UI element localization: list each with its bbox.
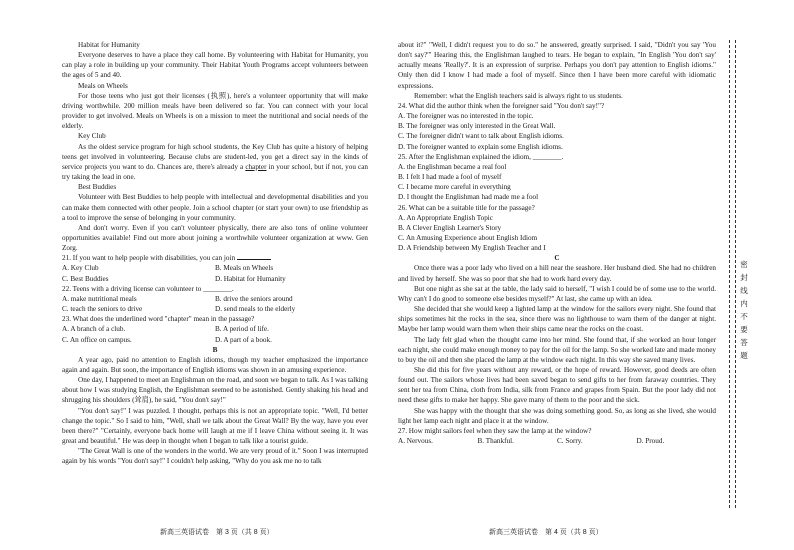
q21-option-b[interactable]: B. Meals on Wheels — [215, 264, 274, 273]
q22-option-d[interactable]: D. send meals to the elderly — [215, 305, 296, 314]
right-column — [398, 40, 716, 446]
passage-c-paragraph-2: But one night as she sat at the table, the lady said to herself, "I wish I could be of some use to the world. Why can't I do good to someone else besides myself?" At last, she came up with an idea. — [398, 284, 716, 303]
q24-option-c[interactable]: C. The foreigner didn't want to talk about English idioms. — [398, 132, 564, 141]
q24-option-b[interactable]: B. The foreigner was only interested in the Great Wall. — [398, 122, 556, 131]
binding-warning-text: 密 封 线 内 不 要 答 题 — [740, 260, 748, 360]
q21-option-d[interactable]: D. Habitat for Humanity — [215, 274, 286, 283]
q23-option-b[interactable]: B. A period of life. — [215, 325, 269, 334]
passage-b-paragraph-1: A year ago, paid no attention to English idioms, though my teacher emphasized the importance again and again. But soon, the importance of English idioms was shown in an amusing experience. — [62, 355, 368, 374]
passage-a-paragraph-5: And don't worry. Even if you can't volunteer physically, there are also tons of online volunteer opportunities available! Find out more about joining a worthwhile volunteer organization at www. Gen Zorg. — [62, 223, 368, 253]
q25-option-d[interactable]: D. I thought the Englishman had made me a fool — [398, 193, 539, 202]
question-23: 23. What does the underlined word "chapter" mean in the passage? — [62, 315, 255, 324]
q23-option-a[interactable]: A. A branch of a club. — [62, 325, 126, 334]
question-25: 25. After the Englishman explained the idiom, ________. — [398, 152, 564, 161]
q24-option-d[interactable]: D. The foreigner wanted to explain some English idioms. — [398, 142, 563, 151]
q27-option-c[interactable]: C. Sorry. — [557, 437, 583, 446]
passage-c-paragraph-4: The lady felt glad when the thought came into her mind. She found that, if she worked an hour longer each night, she could make enough money to pay for the oil for the lamp. So she worked late and made money to buy the oil and then she placed the lamp at the window each night. In this way she saved many lives. — [398, 335, 716, 364]
q26-option-b[interactable]: B. A Clever English Learner's Story — [398, 223, 502, 232]
passage-b-paragraph-5: about it?" "Well, I didn't request you to do so." he answered, greatly surprised. I said, "Didn't you say 'You don't say?'" Hearing this, the Englishman laughed to tears. He began to explain, "In English 'You don't say' actually means 'Really?'. It is an expression of surprise. Perhaps you don't pay attention to English idioms." Only then did I know I had made a fool of myself. Since then I have been more careful with idiomatic expressions. — [398, 41, 716, 90]
q27-option-d[interactable]: D. Proud. — [636, 437, 665, 446]
q22-option-a[interactable]: A. make nutritional meals — [62, 294, 137, 303]
section-b-heading: B — [212, 345, 218, 354]
underlined-word-chapter: chapter — [245, 162, 267, 171]
q26-option-a[interactable]: A. An Appropriate English Topic — [398, 213, 493, 222]
q25-option-b[interactable]: B. I felt I had made a fool of myself — [398, 173, 502, 182]
passage-c-paragraph-5: She did this for five years without any reward, or the hope of reward. However, good deeds are often found out. The sailors whose lives had been saved began to send gifts to her from faraway countries. They sent her tea from China, cloth from India, silk from France and grapes from Spain. But the poor lady did not need these gifts to make her happy. She gave many of them to the poor and the sick. — [398, 366, 716, 405]
q21-option-a[interactable]: A. Key Club — [62, 264, 99, 273]
q27-option-b[interactable]: B. Thankful. — [477, 437, 514, 446]
q22-option-b[interactable]: B. drive the seniors around — [215, 294, 293, 303]
passage-a-paragraph-4: Volunteer with Best Buddies to help people with intellectual and developmental disabilities and you can make them connected with other people. Join a school chapter (or start your own) to use friendship as a tool to improve the sense of belonging in your community. — [62, 193, 368, 222]
passage-c-paragraph-3: She decided that she would keep a lighted lamp at the window for the sailors every night. She found that ships sometimes hit the rocks in the sea, since there was no lighthouse to warn them of the danger at night. Maybe her lamp would warn them when their ships came near the rocks on the coast. — [398, 305, 716, 334]
binding-margin — [727, 40, 751, 508]
question-22: 22. Teens with a driving license can volunteer to ________. — [62, 284, 234, 293]
binding-dashed-line — [729, 40, 730, 508]
passage-b-paragraph-3: "You don't say!" I was puzzled. I thought, perhaps this is not an appropriate topic. "Well, I'd better change the topic." So I said to him, "Well, shall we talk about the Great Wall? By the way, have you ever been there?" "Certainly, everyone back home will laugh at me if I leave China without seeing it. It was great and beautiful." He was deep in thought when I began to talk like a tourist guide. — [62, 406, 368, 446]
q23-option-c[interactable]: C. An office on campus. — [62, 335, 132, 344]
q25-option-c[interactable]: C. I became more careful in everything — [398, 183, 511, 192]
passage-c-paragraph-1: Once there was a poor lady who lived on a hill near the seashore. Her husband died. She had no children and lived by herself. She was so poor that she had to work hard every day. — [398, 264, 716, 283]
passage-a-title-1: Habitat for Humanity — [78, 41, 140, 49]
question-27: 27. How might sailors feel when they saw the lamp at the window? — [398, 426, 592, 435]
q22-option-c[interactable]: C. teach the seniors to drive — [62, 305, 143, 314]
passage-b-paragraph-2: One day, I happened to meet an Englishman on the road, and soon we began to talk. As I was talking about how I was studying English, the Englishman seemed to be astonished. Gently shaking his head and shrugging his shoulders (耸肩), he said, "You don't say!" — [62, 376, 368, 405]
question-26: 26. What can be a suitable title for the passage? — [398, 203, 535, 212]
question-23-options — [62, 324, 368, 344]
passage-a-paragraph-3: As the oldest service program for high school students, the Key Club has quite a history of helping teens get involved in volunteering. Because clubs are student-led, you get a direct say in the kinds of service projects you want to do. Chances are, there's already a chapter in your school, but if not, you can try taking the lead in one. — [62, 142, 369, 182]
passage-c-paragraph-6: She was happy with the thought that she was doing something good. So, as long as she lived, she would light her lamp each night and place it at the window. — [398, 406, 716, 425]
q21-option-c[interactable]: C. Best Buddies — [62, 274, 109, 283]
q23-option-d[interactable]: D. A part of a book. — [215, 335, 272, 344]
page-footer-4: 新高三英语试卷 第 4 页（共 8 页） — [489, 529, 603, 536]
passage-a-title-4: Best Buddies — [78, 183, 117, 192]
page-footer-3: 新高三英语试卷 第 3 页（共 8 页） — [160, 529, 274, 536]
q27-option-a[interactable]: A. Nervous. — [398, 437, 433, 446]
question-21-options — [62, 263, 368, 283]
section-c-heading: C — [554, 254, 560, 263]
left-column — [62, 40, 368, 467]
question-24: 24. What did the author think when the foreigner said "You don't say!"? — [398, 101, 605, 110]
passage-b-paragraph-6: Remember: what the English teachers said is always right to us students. — [414, 91, 623, 100]
passage-a-title-3: Key Club — [78, 132, 106, 141]
question-27-options — [398, 436, 716, 446]
passage-b-paragraph-4: "The Great Wall is one of the wonders in the world. We are very proud of it." Soon I was interrupted again by his words "You don't say!" I couldn't help asking, "Why do you ask me no to talk — [62, 447, 368, 466]
q26-option-d[interactable]: D. A Friendship between My English Teacher and I — [398, 244, 546, 253]
q26-option-c[interactable]: C. An Amusing Experience about English Idiom — [398, 233, 538, 242]
binding-dashed-line-inner — [735, 40, 736, 508]
question-21: 21. If you want to help people with disabilities, you can join — [62, 253, 368, 263]
passage-a-paragraph-1: Everyone deserves to have a place they call home. By volunteering with Habitat for Humanity, you can play a role in building up your community. Their Habitat Youth Programs accept volunteers between the ages of 5 and 40. — [62, 51, 368, 80]
passage-a-title-2: Meals on Wheels — [78, 81, 128, 90]
q24-option-a[interactable]: A. The foreigner was no interested in the topic. — [398, 112, 534, 121]
q25-option-a[interactable]: A. the Englishman became a real fool — [398, 162, 507, 171]
passage-a-paragraph-2: For those teens who just got their licenses (执照), here's a volunteer opportunity that will make driving worthwhile. 200 million meals have been delivered so far. You can connect with your local provider to get involved. Meals on Wheels is on a mission to meet the nutritional and social needs of the elderly. — [62, 91, 368, 131]
question-22-options — [62, 294, 368, 314]
